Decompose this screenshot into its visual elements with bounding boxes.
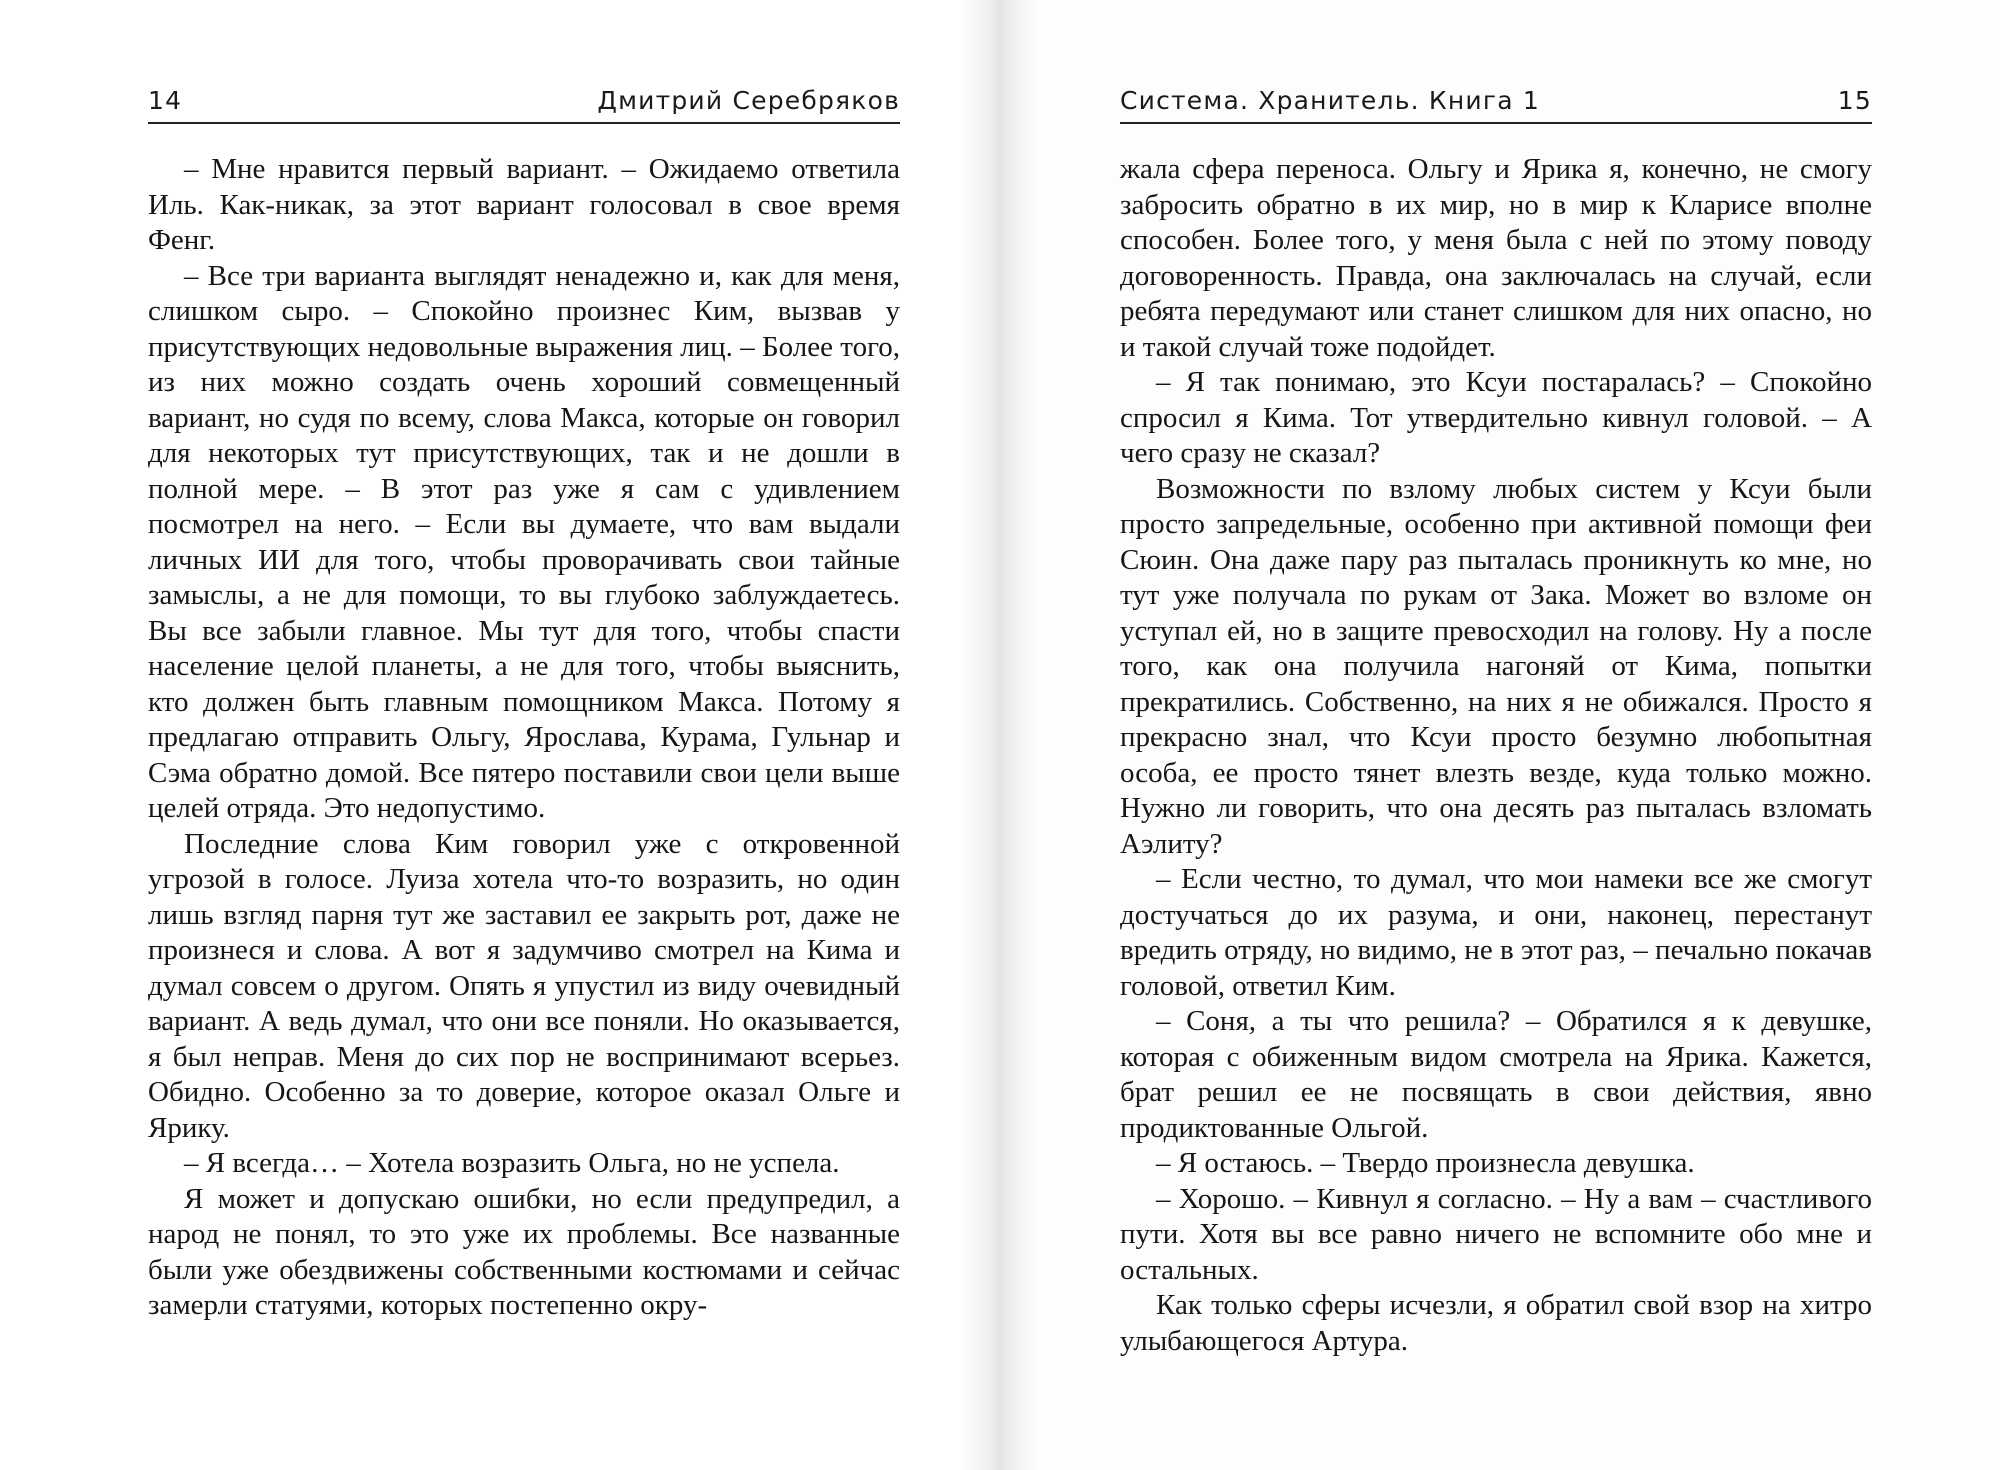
left-running-title: Дмитрий Серебряков: [597, 86, 900, 115]
left-body-text: [148, 152, 900, 1324]
right-running-title: Система. Хранитель. Книга 1: [1120, 86, 1540, 115]
paragraph: – Если честно, то думал, что мои намеки все же смогут достучаться до их разума, и они, наконец, перестанут вредить отряду, но видимо, не в этот раз, – печально покачав головой, ответил Ким.: [1120, 863, 1872, 1002]
left-running-head: [148, 82, 900, 124]
right-body-text: [1120, 152, 1872, 1359]
paragraph-continued: жала сфера переноса. Ольгу и Ярика я, конечно, не смогу забросить обратно в их мир, но в мир к Кларисе вполне способен. Более того, у меня была с ней по этому поводу договоренность. Правда, она заключалась на случай, если ребята передумают или станет слишком для них опасно, но и такой случай тоже подойдет.: [1120, 153, 1872, 363]
left-page: [0, 0, 992, 1470]
paragraph: – Хорошо. – Кивнул я согласно. – Ну а вам – счастливого пути. Хотя вы все равно ничего не вспомните обо мне и остальных.: [1120, 1182, 1872, 1286]
right-page: [1006, 0, 2000, 1470]
paragraph: – Соня, а ты что решила? – Обратился я к девушке, которая с обиженным видом смотрела на Ярика. Кажется, брат решил ее не посвящать в свои действия, явно продиктованные Ольгой.: [1120, 1005, 1872, 1144]
paragraph: Как только сферы исчезли, я обратил свой взор на хитро улыбающегося Артура.: [1120, 1289, 1872, 1357]
left-page-number: 14: [148, 86, 183, 115]
paragraph: Последние слова Ким говорил уже с откровенной угрозой в голосе. Луиза хотела что-то возразить, но один лишь взгляд парня тут же заставил ее закрыть рот, даже не произнеся и слова. А вот я задумчиво смотрел на Кима и думал совсем о другом. Опять я упустил из виду очевидный вариант. А ведь думал, что они все поняли. Но оказывается, я был неправ. Меня до сих пор не воспринимают всерьез. Обидно. Особенно за то доверие, которое оказал Ольге и Ярику.: [148, 827, 900, 1144]
paragraph: – Я всегда… – Хотела возразить Ольга, но не успела.: [184, 1147, 840, 1179]
paragraph: – Все три варианта выглядят ненадежно и, как для меня, слишком сыро. – Спокойно произнес Ким, вызвав у присутствующих недовольные выражения лиц. – Более того, из них можно создать очень хороший совмещенный вариант, но судя по всему, слова Макса, которые он говорил для некоторых тут присутствующих, так и не дошли в полной мере. – В этот раз уже я сам с удивлением посмотрел на него. – Если вы думаете, что вам выдали личных ИИ для того, чтобы проворачивать свои тайные замыслы, а не для помощи, то вы глубоко заблуждаетесь. Вы все забыли главное. Мы тут для того, чтобы спасти население целой планеты, а не для того, чтобы выяснить, кто должен быть главным помощником Макса. Потому я предлагаю отправить Ольгу, Ярослава, Курама, Гульнар и Сэма обратно домой. Все пятеро поставили свои цели выше целей отряда. Это недопустимо.: [148, 259, 900, 824]
book-gutter: [960, 0, 1040, 1470]
paragraph: – Я остаюсь. – Твердо произнесла девушка.: [1156, 1147, 1695, 1179]
paragraph: Возможности по взлому любых систем у Ксуи были просто запредельные, особенно при активной помощи феи Сюин. Она даже пару раз пыталась проникнуть ко мне, но тут уже получала по рукам от Зака. Может во взломе он уступал ей, но в защите превосходил на голову. Ну а после того, как она получила нагоняй от Кима, попытки прекратились. Собственно, на них я не обижался. Просто я прекрасно знал, что Ксуи просто безумно любопытная особа, ее просто тянет влезть везде, куда только можно. Нужно ли говорить, что она десять раз пыталась взломать Аэлиту?: [1120, 472, 1872, 860]
paragraph: Я может и допускаю ошибки, но если предупредил, а народ не понял, то это уже их проблемы. Все названные были уже обездвижены собственными костюмами и сейчас замерли статуями, которых постепенно окру-: [148, 1182, 900, 1321]
right-running-head: [1120, 82, 1872, 124]
paragraph: – Мне нравится первый вариант. – Ожидаемо ответила Иль. Как-никак, за этот вариант голосовал в свое время Фенг.: [148, 153, 900, 256]
right-page-number: 15: [1837, 86, 1872, 115]
paragraph: – Я так понимаю, это Ксуи постаралась? – Спокойно спросил я Кима. Тот утвердительно кивнул головой. – А чего сразу не сказал?: [1120, 366, 1872, 469]
